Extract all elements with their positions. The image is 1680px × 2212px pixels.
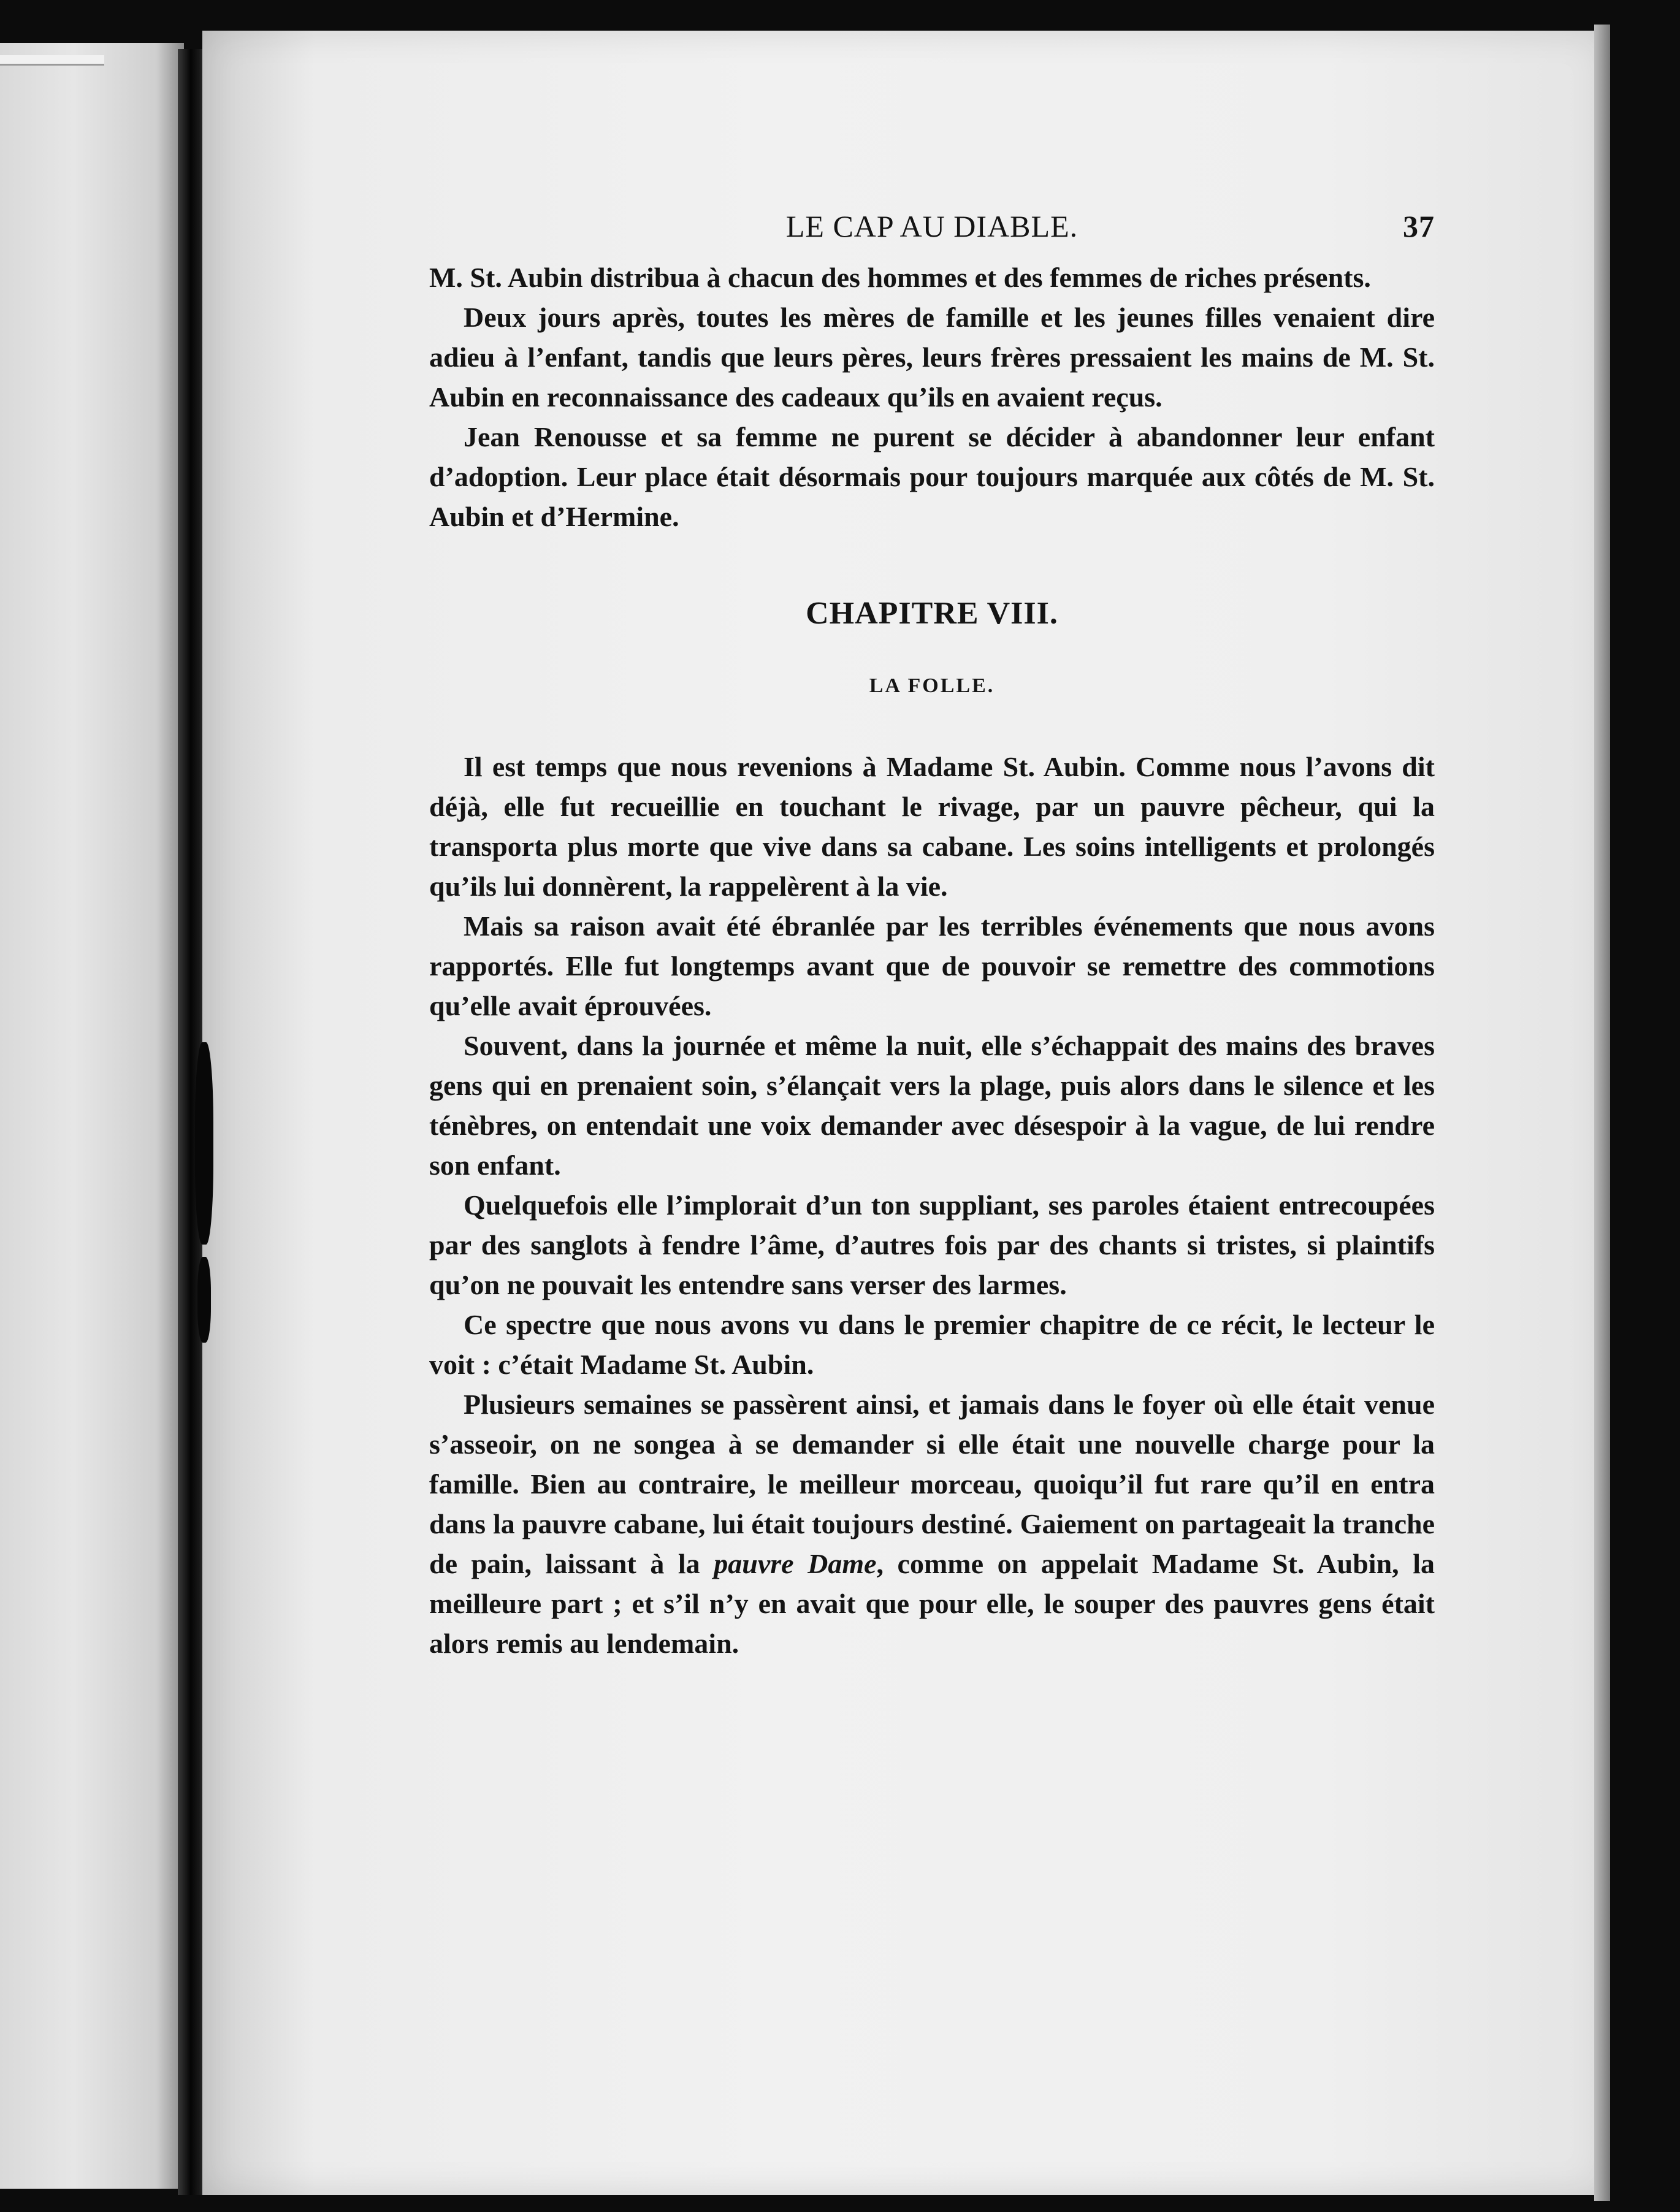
paragraph-text: , comme on appelait Madame St. Aubin, la meilleure part ; et s’il n’y en avait que pour elle, le souper des pauvres gens était alors remis au lendemain.	[429, 1548, 1435, 1659]
paragraph: Mais sa raison avait été ébranlée par les terribles événements que nous avons rapportés. Elle fut longtemps avant que de pouvoir se remettre des commotions qu’elle avait éprouvées.	[429, 910, 1435, 1021]
paragraph: Quelquefois elle l’implorait d’un ton suppliant, ses paroles étaient entrecoupées par des sanglots à fendre l’âme, d’autres fois par des chants si tristes, si plaintifs qu’on ne pouvait les entendre sans verser des larmes.	[429, 1189, 1435, 1300]
paragraph: Ce spectre que nous avons vu dans le premier chapitre de ce récit, le lecteur le voit : c’était Madame St. Aubin.	[429, 1309, 1435, 1380]
paragraph: M. St. Aubin distribua à chacun des hommes et des femmes de riches présents.	[429, 262, 1371, 293]
paragraph: Deux jours après, toutes les mères de famille et les jeunes filles venaient dire adieu à l’enfant, tandis que leurs pères, leurs frères pressaient les mains de M. St. Aubin en reconnaissance des cadeaux qu’ils en avaient reçus.	[429, 302, 1435, 413]
paragraph: Souvent, dans la journée et même la nuit, elle s’échappait des mains des braves gens qui en prenaient soin, s’élançait vers la plage, puis alors dans le silence et les ténèbres, on entendait une voix demander avec désespoir à la vague, de lui rendre son enfant.	[429, 1030, 1435, 1181]
paragraph: Jean Renousse et sa femme ne purent se décider à abandonner leur enfant d’adoption. Leur place était désormais pour toujours marquée aux côtés de M. St. Aubin et d’Hermine.	[429, 421, 1435, 532]
previous-page-top-edge	[0, 55, 104, 66]
paragraph	[429, 1384, 1435, 1663]
running-title: LE CAP AU DIABLE.	[785, 209, 1079, 243]
running-head	[429, 208, 1435, 257]
page-content	[429, 208, 1435, 1663]
italic-phrase: pauvre Dame	[714, 1548, 877, 1579]
paragraph: Il est temps que nous revenions à Madame St. Aubin. Comme nous l’avons dit déjà, elle fut recueillie en touchant le rivage, par un pauvre pêcheur, qui la transporta plus morte que vive dans sa cabane. Les soins intelligents et prolongés qu’ils lui donnèrent, la rappelèrent à la vie.	[429, 751, 1435, 902]
paragraph-text: Plusieurs semaines se passèrent ainsi, et jamais dans le foyer où elle était venue s’asseoir, on ne songea à se demander si elle était une nouvelle charge pour la famille. Bien au contraire, le meilleur morceau, quoiqu’il fut rare qu’il en entra dans la pauvre cabane, lui était toujours destiné. Gaiement on partageait la tranche de pain, laissant à la	[429, 1389, 1435, 1579]
binding-shadow-mark	[195, 1042, 213, 1245]
previous-page-edge	[0, 43, 184, 2189]
chapter-subtitle: LA FOLLE.	[869, 674, 995, 697]
chapter-title: CHAPITRE VIII.	[806, 596, 1058, 631]
page-number: 37	[1403, 209, 1435, 243]
binding-shadow-mark	[197, 1257, 211, 1343]
page-right-edge	[1594, 25, 1610, 2201]
